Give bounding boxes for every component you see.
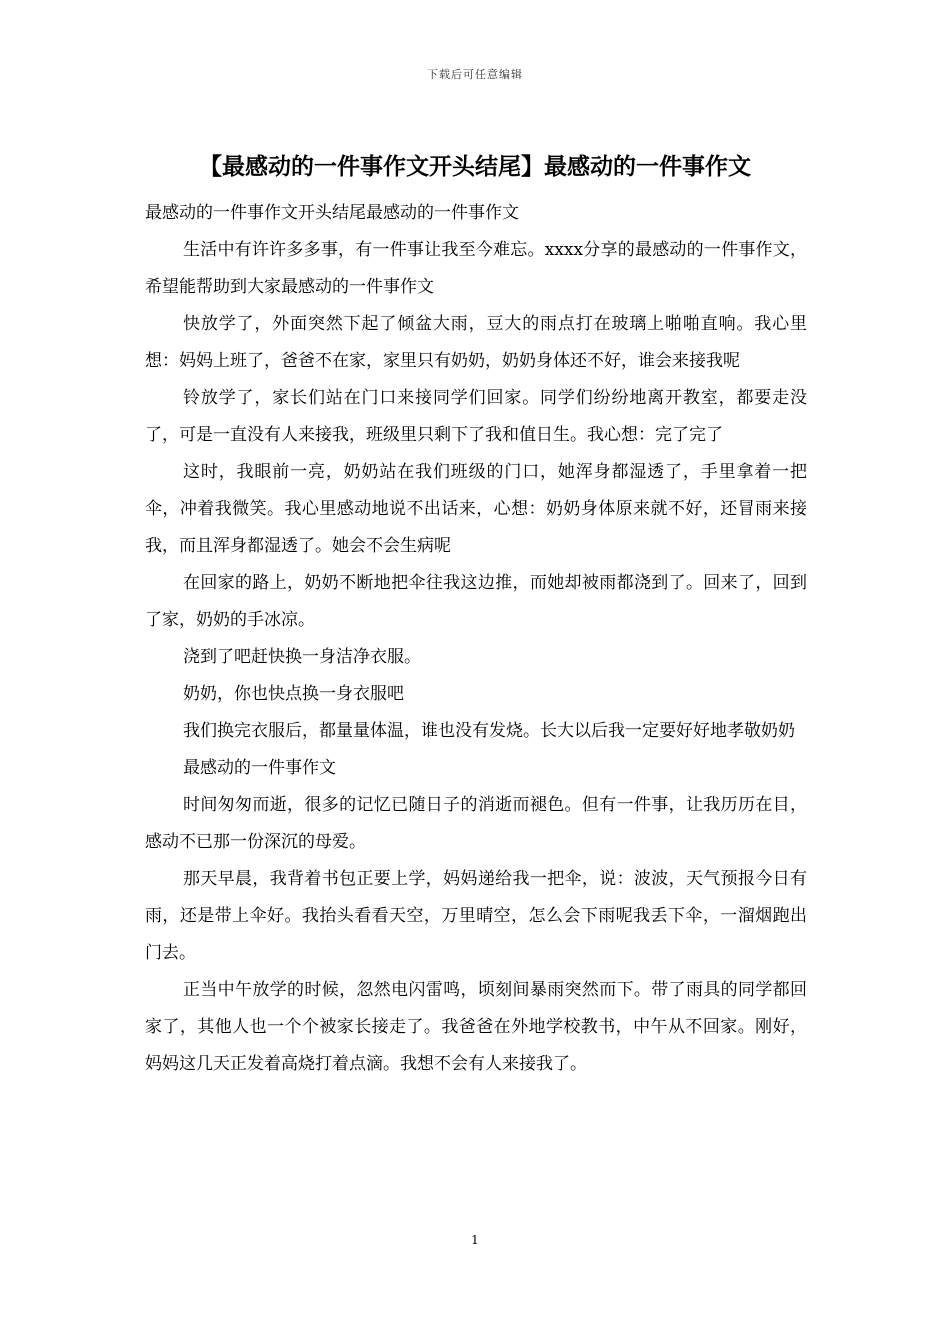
paragraph: 时间匆匆而逝，很多的记忆已随日子的消逝而褪色。但有一件事，让我历历在目，感动不已那一份深沉的母爱。 — [145, 795, 807, 852]
document-title: 【最感动的一件事作文开头结尾】最感动的一件事作文 — [199, 153, 751, 180]
paragraph: 浇到了吧赶快换一身洁净衣服。 — [183, 647, 421, 667]
paragraph: 生活中有许许多多事，有一件事让我至今难忘。xxxx分享的最感动的一件事作文，希望能帮助到大家最感动的一件事作文 — [145, 240, 807, 297]
header-note: 下载后可任意编辑 — [427, 68, 523, 81]
paragraph: 快放学了，外面突然下起了倾盆大雨，豆大的雨点打在玻璃上啪啪直响。我心里想：妈妈上班了，爸爸不在家，家里只有奶奶，奶奶身体还不好，谁会来接我呢 — [145, 314, 807, 371]
page-number: 1 — [471, 1233, 479, 1247]
paragraph: 我们换完衣服后，都量量体温，谁也没有发烧。长大以后我一定要好好地孝敬奶奶 — [183, 721, 795, 741]
paragraph: 铃放学了，家长们站在门口来接同学们回家。同学们纷纷地离开教室，都要走没了，可是一直没有人来接我，班级里只剩下了我和值日生。我心想：完了完了 — [145, 388, 807, 445]
document-body — [145, 195, 807, 1083]
paragraph: 在回家的路上，奶奶不断地把伞往我这边推，而她却被雨都浇到了。回来了，回到了家，奶奶的手冰凉。 — [145, 573, 807, 630]
paragraph: 奶奶，你也快点换一身衣服吧 — [183, 684, 404, 704]
paragraph: 这时，我眼前一亮，奶奶站在我们班级的门口，她浑身都湿透了，手里拿着一把伞，冲着我微笑。我心里感动地说不出话来，心想：奶奶身体原来就不好，还冒雨来接我，而且浑身都湿透了。她会不会生病呢 — [145, 462, 807, 556]
paragraph: 最感动的一件事作文开头结尾最感动的一件事作文 — [145, 203, 519, 223]
paragraph: 正当中午放学的时候，忽然电闪雷鸣，顷刻间暴雨突然而下。带了雨具的同学都回家了，其他人也一个个被家长接走了。我爸爸在外地学校教书，中午从不回家。刚好，妈妈这几天正发着高烧打着点滴。我想不会有人来接我了。 — [145, 980, 807, 1074]
paragraph: 那天早晨，我背着书包正要上学，妈妈递给我一把伞，说：波波，天气预报今日有雨，还是带上伞好。我抬头看看天空，万里晴空，怎么会下雨呢我丢下伞，一溜烟跑出门去。 — [145, 869, 807, 963]
paragraph: 最感动的一件事作文 — [183, 758, 336, 778]
